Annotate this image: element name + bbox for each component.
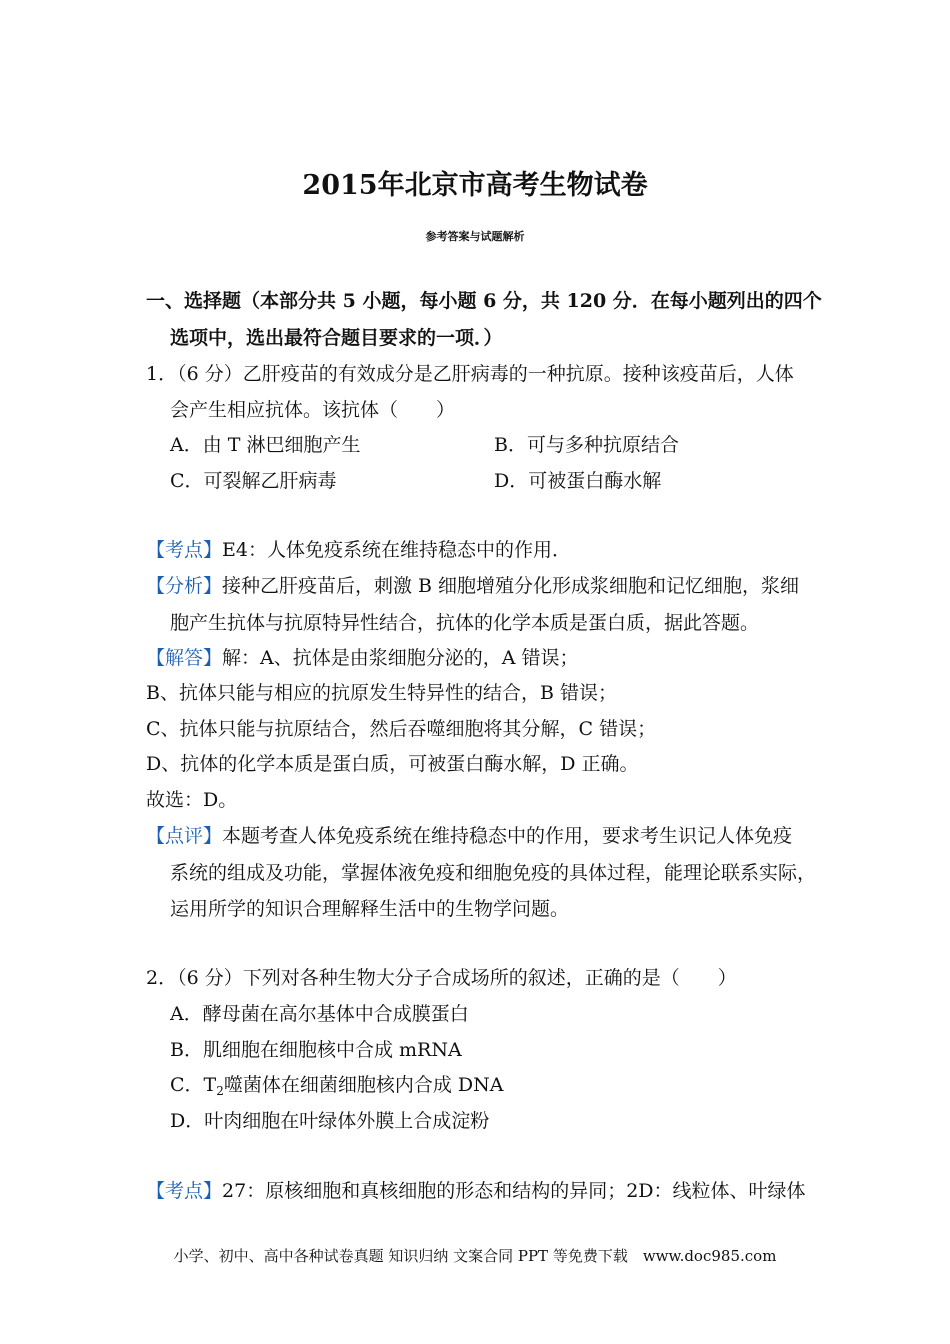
- q2-stem: 2．（6 分）下列对各种生物大分子合成场所的叙述，正确的是（ ）: [146, 967, 737, 989]
- fenxi-tag: 【分析】: [146, 575, 223, 597]
- q1-option-c: C．可裂解乙肝病毒: [170, 470, 337, 492]
- q2-option-d: D．叶肉细胞在叶绿体外膜上合成淀粉: [170, 1110, 490, 1132]
- q1-answer: 故选：D。: [146, 789, 238, 811]
- q1-jieda-line3: C、抗体只能与抗原结合，然后吞噬细胞将其分解，C 错误；: [146, 718, 657, 740]
- q1-jieda: [146, 646, 579, 670]
- q1-dianping: [146, 824, 792, 848]
- q2-kaodian-text: 27：原核细胞和真核细胞的形态和结构的异同；2D：线粒体、叶绿体: [222, 1180, 806, 1202]
- page-footer: 小学、初中、高中各种试卷真题 知识归纳 文案合同 PPT 等免费下载 www.doc985.com: [173, 1247, 777, 1265]
- q1-jieda-line2: B、抗体只能与相应的抗原发生特异性的结合，B 错误；: [146, 682, 617, 704]
- q2-kaodian: [146, 1179, 806, 1203]
- q1-jieda-line4: D、抗体的化学本质是蛋白质，可被蛋白酶水解，D 正确。: [146, 753, 639, 775]
- q1-stem-line2: 会产生相应抗体。该抗体（ ）: [170, 399, 456, 421]
- section-heading-line2: 选项中，选出最符合题目要求的一项．）: [170, 327, 503, 349]
- q2-option-b: B．肌细胞在细胞核中合成 mRNA: [170, 1039, 462, 1061]
- dianping-tag: 【点评】: [146, 825, 223, 847]
- page-title: 2015年北京市高考生物试卷: [302, 170, 648, 201]
- q1-fenxi-text: 接种乙肝疫苗后，刺激 B 细胞增殖分化形成浆细胞和记忆细胞，浆细: [222, 575, 800, 597]
- jieda-tag: 【解答】: [146, 647, 223, 669]
- q1-fenxi: [146, 574, 799, 598]
- q2-option-a: A．酵母菌在高尔基体中合成膜蛋白: [170, 1003, 469, 1025]
- q1-option-d: D．可被蛋白酶水解: [494, 470, 662, 492]
- kaodian-tag: 【考点】: [146, 1180, 223, 1202]
- q2-option-c-subscript: 2: [216, 1084, 224, 1098]
- q1-dianping-line2: 系统的组成及功能，掌握体液免疫和细胞免疫的具体过程，能理论联系实际，: [170, 862, 817, 884]
- q1-option-b: B．可与多种抗原结合: [494, 434, 679, 456]
- q2-option-c-text: 噬菌体在细菌细胞核内合成 DNA: [223, 1074, 504, 1096]
- kaodian-tag: 【考点】: [146, 539, 223, 561]
- q1-stem-line1: 1．（6 分）乙肝疫苗的有效成分是乙肝病毒的一种抗原。接种该疫苗后，人体: [146, 363, 794, 385]
- q1-kaodian-text: E4：人体免疫系统在维持稳态中的作用．: [222, 539, 571, 561]
- q1-kaodian: [146, 538, 571, 562]
- q1-dianping-text: 本题考查人体免疫系统在维持稳态中的作用，要求考生识记人体免疫: [222, 825, 793, 847]
- q1-dianping-line3: 运用所学的知识合理解释生活中的生物学问题。: [170, 898, 570, 920]
- q1-fenxi-line2: 胞产生抗体与抗原特异性结合，抗体的化学本质是蛋白质，据此答题。: [170, 612, 760, 634]
- q1-option-a: A．由 T 淋巴细胞产生: [170, 434, 361, 456]
- page-subtitle: 参考答案与试题解析: [425, 230, 525, 243]
- q2-option-c-prefix: C．T: [170, 1074, 217, 1096]
- q2-option-c: [170, 1073, 503, 1097]
- section-heading-line1: 一、选择题（本部分共 5 小题，每小题 6 分，共 120 分．在每小题列出的四个: [146, 290, 822, 312]
- q1-jieda-text: 解：A、抗体是由浆细胞分泌的，A 错误；: [222, 647, 579, 669]
